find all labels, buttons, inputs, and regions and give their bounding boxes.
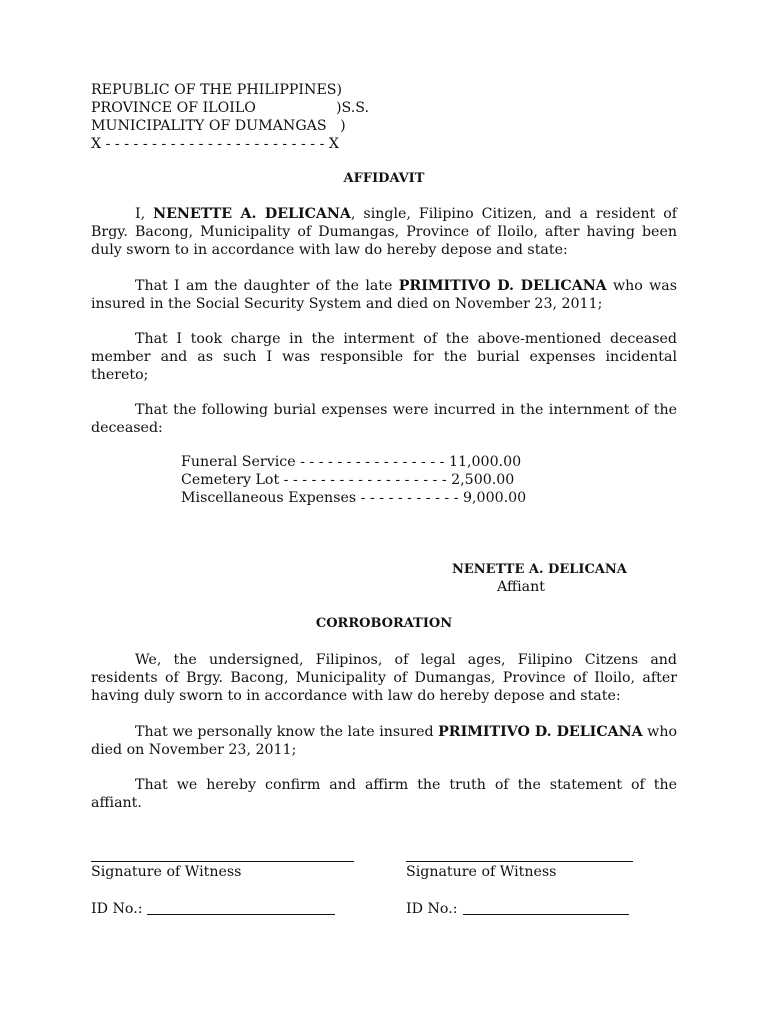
- corroboration-paragraph-2: [91, 723, 677, 759]
- witness-2-signature-label: Signature of Witness: [406, 864, 557, 880]
- affidavit-paragraph-1: [91, 205, 677, 259]
- affiant-name-inline: NENETTE A. DELICANA: [153, 206, 351, 222]
- para6-rest: who died on November 23, 2011;: [91, 724, 677, 758]
- witness-1-id-line: [147, 914, 335, 915]
- para5-text: We, the undersigned, Filipinos, of legal ages, Filipino Citzens and residents of Brgy. Bacong, Municipality of Dumangas, Province of Iloilo, after having duly sworn to in accordance with law do hereby depose and state:: [91, 652, 677, 704]
- caption-ss: )S.S.: [336, 100, 369, 116]
- caption-line-republic: REPUBLIC OF THE PHILIPPINES): [91, 82, 343, 98]
- affiant-label: Affiant: [497, 579, 545, 595]
- caption-divider: X - - - - - - - - - - - - - - - - - - - - - - - - X: [91, 136, 339, 152]
- caption-line-province: PROVINCE OF ILOILO: [91, 100, 256, 116]
- corroboration-paragraph-3: [91, 776, 677, 812]
- witness-2-id-line: [463, 914, 629, 915]
- para3-text: That I took charge in the interment of the above-mentioned deceased member and as such I was responsible for the burial expenses incidental thereto;: [91, 331, 677, 383]
- deceased-name-inline-2: PRIMITIVO D. DELICANA: [438, 724, 643, 740]
- affidavit-paragraph-4: [91, 401, 677, 437]
- caption-line-municipality: MUNICIPALITY OF DUMANGAS ): [91, 118, 346, 134]
- witness-2-id-label: ID No.:: [406, 901, 458, 917]
- expense-funeral-service: Funeral Service - - - - - - - - - - - - - - - - 11,000.00: [181, 454, 522, 470]
- affiant-name: NENETTE A. DELICANA: [452, 562, 627, 577]
- para1-rest: , single, Filipino Citizen, and a resident of Brgy. Bacong, Municipality of Dumangas, Province of Iloilo, after having been duly sworn to in accordance with law do hereby depose and state:: [91, 206, 677, 258]
- corroboration-title: CORROBORATION: [315, 616, 453, 631]
- witness-1-signature-label: Signature of Witness: [91, 864, 242, 880]
- witness-2-signature-line: [406, 861, 633, 862]
- affidavit-paragraph-3: [91, 330, 677, 384]
- para4-text: That the following burial expenses were incurred in the internment of the deceased:: [91, 402, 677, 436]
- expense-cemetery-lot: Cemetery Lot - - - - - - - - - - - - - - - - - - 2,500.00: [181, 472, 515, 488]
- affidavit-paragraph-2: [91, 277, 677, 313]
- witness-1-id-label: ID No.:: [91, 901, 143, 917]
- para2-rest: who was insured in the Social Security System and died on November 23, 2011;: [91, 278, 677, 312]
- para7-text: That we hereby confirm and affirm the truth of the statement of the affiant.: [91, 777, 677, 811]
- para6-lead: That we personally know the late insured: [135, 724, 439, 740]
- corroboration-paragraph-1: [91, 651, 677, 705]
- para2-lead: That I am the daughter of the late: [135, 278, 399, 294]
- witness-1-signature-line: [91, 861, 354, 862]
- expense-miscellaneous: Miscellaneous Expenses - - - - - - - - - - - 9,000.00: [181, 490, 527, 506]
- para1-lead: I,: [135, 206, 154, 222]
- affidavit-title: AFFIDAVIT: [343, 171, 425, 186]
- deceased-name-inline: PRIMITIVO D. DELICANA: [398, 278, 607, 294]
